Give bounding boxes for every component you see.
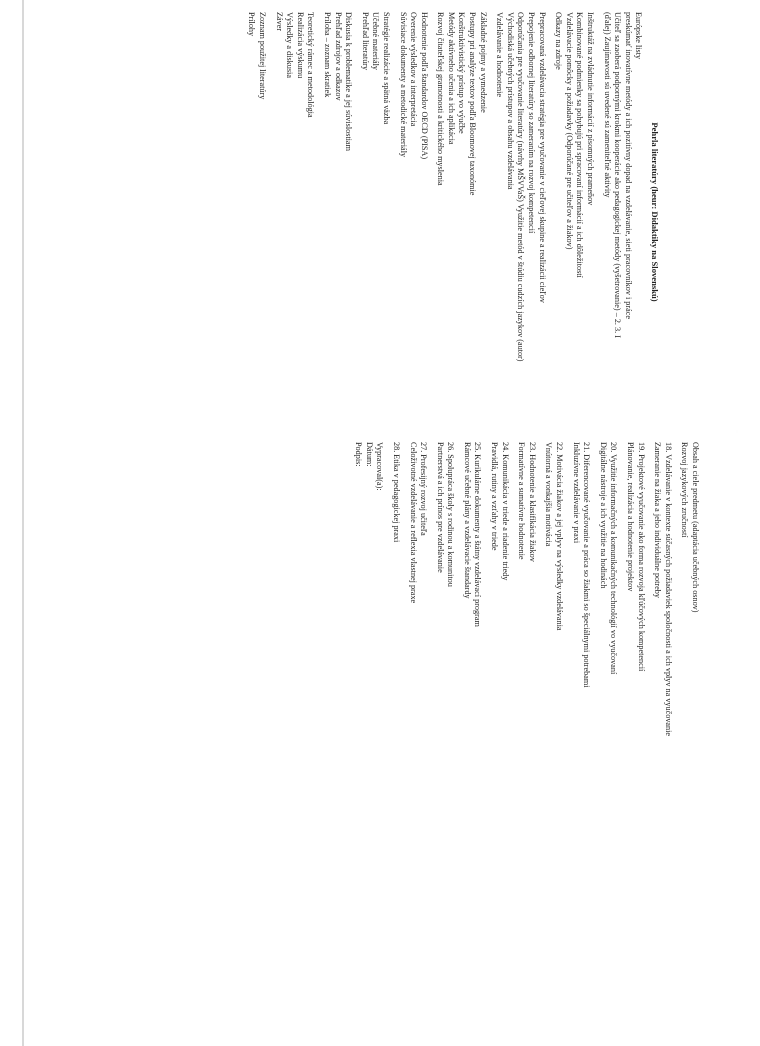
text-line: Zoznam použitej literatúry [258, 12, 267, 100]
text-line: Hodnotenie podľa štandardov OECD (PISA) [419, 12, 429, 160]
text-line: Učiteľ sa zaoberá podpornými krokmi kooperácie ako pedagogickej metódy (vyšetrovanie) – 2. 3. I [613, 12, 623, 338]
text-line: Príloha – zoznam skratiek [322, 12, 332, 98]
text-line: Inštruktáž na zvládnutie informácií z písomných prameňov [586, 12, 596, 206]
text-line: Prepracovaná vzdelávacia stratégia pre vyučovanie v cieľovej skupine a realizácii cieľov [537, 12, 547, 303]
text-line: Teoretický rámec a metodológia [306, 12, 316, 118]
text-line: Vzdelávanie a hodnotenie [495, 12, 505, 98]
page-top-text [246, 12, 660, 412]
text-line: Vzdelávacie pomôcky a požiadavky (Odporúčané pre učiteľov a žiakov) [564, 12, 574, 250]
text-line: 19. Projektové vyučovanie ako forma rozvoja kľúčových kompetencií [636, 442, 646, 672]
text-line: Konštruktivistický prístup vo výučbe [457, 12, 467, 134]
text-line: Plánovanie, realizácia a hodnotenie projektov [626, 442, 636, 592]
text-line: Vnútorná a vonkajšia motivácia [544, 442, 554, 547]
text-line: Prepojenie odbornej literatúry so zameraním na rozvoj kompetencií [527, 12, 537, 234]
text-line: Digitálne nástroje a ich využitie na hodinách [598, 442, 608, 589]
blank-line [646, 442, 652, 1002]
text-line: 24. Komunikácia v triede a riadenie triedy [500, 442, 510, 581]
blank-line [488, 12, 494, 412]
blank-line [547, 12, 553, 412]
text-line: Zameranie na žiaka a jeho individuálne potreby [653, 442, 663, 598]
text-line: 28. Etika v pedagogickej praxi [391, 442, 401, 543]
text-line: 22. Motivácia žiakov a jej vplyv na výsledky vzdelávania [555, 442, 565, 631]
text-line: Kombinované podmienky sa pohybujú pri spracovaní informácií a ich dôležitostí [575, 12, 585, 278]
text-line: Prehľad zdrojov a odkazov [333, 12, 343, 101]
text-line: Formatívne a sumatívne hodnotenie [517, 442, 527, 560]
text-line: preskúmať inovatívne metódy a ich pozitívny dopad na vzdelávanie, sieti pracovníkov i práce [623, 12, 633, 320]
text-line: Overenie výsledkov a interpretácia [409, 12, 419, 127]
text-line: Východiská učebných prístupov a obsahu vzdelávania [505, 12, 515, 190]
blank-line [267, 12, 273, 412]
page-bottom-lines [353, 442, 700, 1002]
text-line: Odporúčania pre vyučovanie literatúry (návrhy MŠVVaŠ) Využitie metód v štúdiu cudzích jazykov (autor) [516, 12, 526, 362]
text-line: Výsledky a diskusia [285, 12, 295, 78]
text-line: Prehľad literatúry [360, 12, 370, 71]
text-line: Záver [274, 12, 284, 32]
blank-line [429, 12, 435, 412]
page-top-lines [246, 12, 644, 412]
text-line: (ďalej) Zaujímavosti sú uvedené sú zameniteľné aktivity [602, 12, 612, 198]
text-line: Obsah a ciele predmetu (adaptácia učebných osnov) [691, 442, 700, 613]
page-bottom-text [353, 442, 700, 1002]
text-line: Metódy aktívneho učenia a ich aplikácia [446, 12, 456, 145]
text-line: Rámcové učebné plány a vzdelávacie štandardy [462, 442, 472, 599]
text-line: Prílohy [247, 12, 257, 37]
text-line: Realizácia výskumu [295, 12, 305, 79]
text-line: 27. Profesijný rozvoj učiteľa [419, 442, 429, 536]
text-line: Rozvoj čitateľskej gramotnosti a kritického myslenia [436, 12, 446, 186]
text-line: 21. Diferencované vyučovanie a práca so žiakmi so špeciálnymi potrebami [582, 442, 592, 688]
text-line: Inkluzívne vzdelávanie v praxi [571, 442, 581, 544]
text-line: 26. Spolupráca školy s rodinou a komunitou [446, 442, 456, 587]
text-line: Odkazy na zdroje [554, 12, 564, 70]
text-line: Európske listy [634, 12, 644, 60]
text-line: Dátum: [364, 442, 374, 467]
blank-line [353, 12, 359, 412]
text-line: Učebné materiály [371, 12, 381, 70]
page-top-heading: Pehrla literatúry (heur: Didaktiky na Slovenskú) [650, 122, 660, 302]
text-line: Diskusia k problematike a jej súvislostiam [344, 12, 354, 151]
text-line: Partnerstvá a ich prínos pre vzdelávanie [435, 442, 445, 573]
text-line: Základné pojmy a vymedzenie [478, 12, 488, 113]
text-line: Postupy pri analýze textov podľa Bloomovej taxonómie [468, 12, 478, 196]
text-line: Celoživotné vzdelávanie a reflexia vlastnej praxe [408, 442, 418, 604]
text-line: Rozvoj jazykových zručností [680, 442, 690, 538]
text-line: 20. Využitie informačných a komunikačných technológií vo vyučovaní [609, 442, 619, 675]
blank-line [673, 442, 679, 1002]
text-line: Pravidlá, rutiny a vzťahy v triede [490, 442, 500, 551]
text-line: 18. Vzdelávanie v kontexte súčasných požiadaviek spoločnosti a ich vplyv na vyučovanie [663, 442, 673, 737]
blank-line [510, 442, 516, 1002]
blank-line [537, 442, 543, 1002]
text-line: 23. Hodnotenie a klasifikácia žiakov [527, 442, 537, 562]
text-line: Podpis: [354, 442, 364, 467]
text-line: Vypracoval(a): [375, 442, 385, 491]
text-line: Stratégie realizácie a spätná väzba [381, 12, 391, 125]
text-line: 25. Kurikulárne dokumenty a štátny vzdelávací program [473, 442, 483, 627]
text-line: Súvisiace dokumenty a metodické materiály [398, 12, 408, 158]
